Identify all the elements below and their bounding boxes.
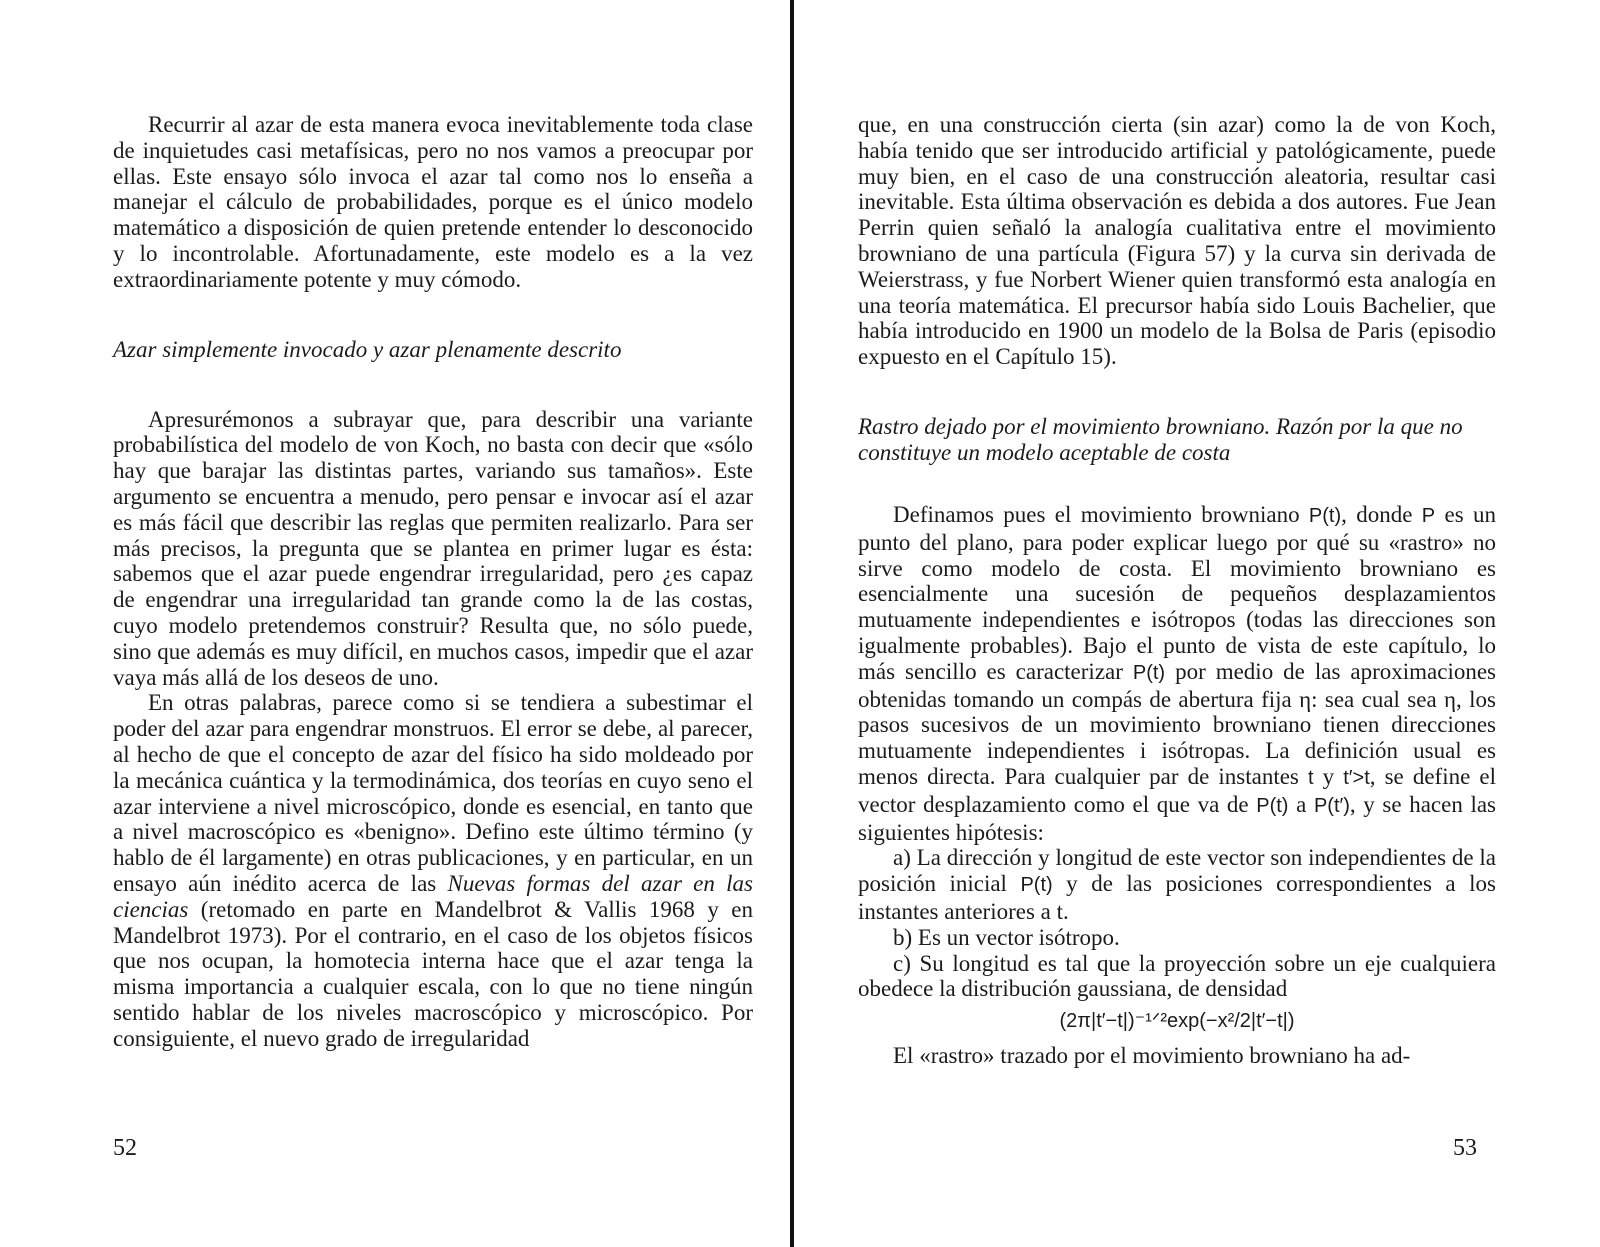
left-paragraph-3-text-b: (retomado en parte en Mandelbrot & Vallis 1968 y en Mandelbrot 1973). Por el contrario, en el caso de los objetos físicos que nos ocupan, la homotecia interna hace que el azar tenga la misma importancia a cualquier escala, con lo que no tiene ningún sentido hablar de los niveles macroscópico y microscópico. Por consiguiente, el nuevo grado de irregularidad <box>113 896 753 1051</box>
p2-symbol-Ptprime: P(t′) <box>1313 794 1350 817</box>
hypothesis-c: c) Su longitud es tal que la proyección sobre un eje cualquiera obedece la distribución gaussiana, de densidad <box>858 950 1496 1002</box>
right-page <box>858 112 1496 1069</box>
p2-symbol-Pt-2: P(t) <box>1132 661 1166 684</box>
right-section-heading: Rastro dejado por el movimiento browniano. Razón por la que no constituye un modelo aceptable de costa <box>858 413 1463 465</box>
hypothesis-a-text-1: a) La dirección y longitud de este vector son independientes de la posición inicial <box>858 845 1496 897</box>
left-paragraph-3-book-title: Nuevas formas del azar en las ciencias <box>113 870 753 922</box>
hypothesis-a <box>858 845 1496 924</box>
p2-text-f: , se define el vector desplazamiento como el que va de <box>858 763 1496 817</box>
right-last-line: El «rastro» trazado por el movimiento browniano ha ad- <box>893 1043 1411 1069</box>
left-paragraph-3-text-a: En otras palabras, parece como si se tendiera a subestimar el poder del azar para engendrar monstruos. El error se debe, al parecer, al hecho de que el concepto de azar del físico ha sido moldeado por la mecánica cuántica y la termodinámica, dos teorías en cuyo seno el azar interviene a nivel microscópico, donde es esencial, en tanto que a nivel macroscópico es «benigno». Defino este último término (y hablo de él largamente) en otras publicaciones, y en particular, en un ensayo aún inédito acerca de las <box>113 690 753 896</box>
p2-symbol-Pt-3: P(t) <box>1256 794 1289 817</box>
left-section-heading: Azar simplemente invocado y azar plenamente descrito <box>113 336 622 362</box>
p2-symbol-tprime: t′>t <box>1343 766 1370 789</box>
p2-text-e: y <box>1313 763 1344 789</box>
book-gutter <box>790 0 794 1247</box>
left-paragraph-3 <box>113 690 753 1051</box>
p2-symbol-t: t <box>1307 766 1314 789</box>
p2-text-c: es un punto del plano, para poder explicar luego por qué su «rastro» no sirve como modelo de costa. El movimiento browniano es esencialmente una sucesión de pequeños desplazamientos mutuamente independientes e isótropos (todas las direcciones son igualmente probables). Bajo el punto de vista de este capítulo, lo más sencillo es caracterizar <box>858 501 1496 684</box>
p2-symbol-Pt: P(t) <box>1308 504 1342 527</box>
p2-text-g: a <box>1288 791 1314 817</box>
p2-text-a: Definamos pues el movimiento browniano <box>893 501 1309 527</box>
gaussian-density-formula: (2π|t′−t|)⁻¹ᐟ²exp(−x²/2|t′−t|) <box>1059 1010 1295 1033</box>
left-page <box>113 112 753 1052</box>
left-paragraph-2: Apresurémonos a subrayar que, para describir una variante probabilística del modelo de von Koch, no basta con decir que «sólo hay que barajar las distintas partes, variando sus tamaños». Este argumento se encuentra a menudo, pero pensar e invocar así el azar es más fácil que describir las reglas que permiten realizarlo. Para ser más precisos, la pregunta que se plantea en primer lugar es ésta: sabemos que el azar puede engendrar irregularidad, pero ¿es capaz de engendrar una irregularidad tan grande como la de las costas, cuyo modelo pretendemos construir? Resulta que, no sólo puede, sino que además es muy difícil, en muchos casos, impedir que el azar vaya más allá de los deseos de uno. <box>113 406 753 690</box>
hypothesis-a-text-2: y de las posiciones correspondientes a los instantes anteriores a t. <box>858 871 1496 924</box>
right-paragraph-1: que, en una construcción cierta (sin azar) como la de von Koch, había tenido que ser introducido artificial y patológicamente, puede muy bien, en el caso de una construcción aleatoria, resultar casi inevitable. Esta última observación es debida a dos autores. Fue Jean Perrin quien señaló la analogía cualitativa entre el movimiento browniano de una partícula (Figura 57) y la curva sin derivada de Weierstrass, y fue Norbert Wiener quien transformó esta analogía en una teoría matemática. El precursor había sido Louis Bachelier, que había introducido en 1900 un modelo de la Bolsa de Paris (episodio expuesto en el Capítulo 15). <box>858 112 1496 370</box>
p2-text-b: , donde <box>1341 501 1422 527</box>
left-page-number: 52 <box>113 1135 137 1161</box>
hypothesis-a-symbol-Pt: P(t) <box>1020 874 1053 897</box>
right-paragraph-2 <box>858 502 1496 845</box>
p2-text-d: por medio de las aproximaciones obtenidas tomando un compás de abertura fija η: sea cual sea η, los pasos sucesivos de un movimiento browniano tienen direcciones mutuamente independientes i isótropas. La definición usual es menos directa. Para cualquier par de instantes <box>858 658 1496 789</box>
right-page-number: 53 <box>1453 1135 1477 1161</box>
p2-symbol-P: P <box>1421 504 1436 527</box>
p2-text-h: , y se hacen las siguientes hipótesis: <box>858 791 1496 845</box>
hypothesis-b: b) Es un vector isótropo. <box>893 924 1120 950</box>
left-paragraph-1: Recurrir al azar de esta manera evoca inevitablemente toda clase de inquietudes casi metafísicas, pero no nos vamos a preocupar por ellas. Este ensayo sólo invoca el azar tal como nos lo enseña a manejar el cálculo de probabilidades, porque es el único modelo matemático a disposición de quien pretende entender lo desconocido y lo incontrolable. Afortunadamente, este modelo es a la vez extraordinariamente potente y muy cómodo. <box>113 112 753 292</box>
